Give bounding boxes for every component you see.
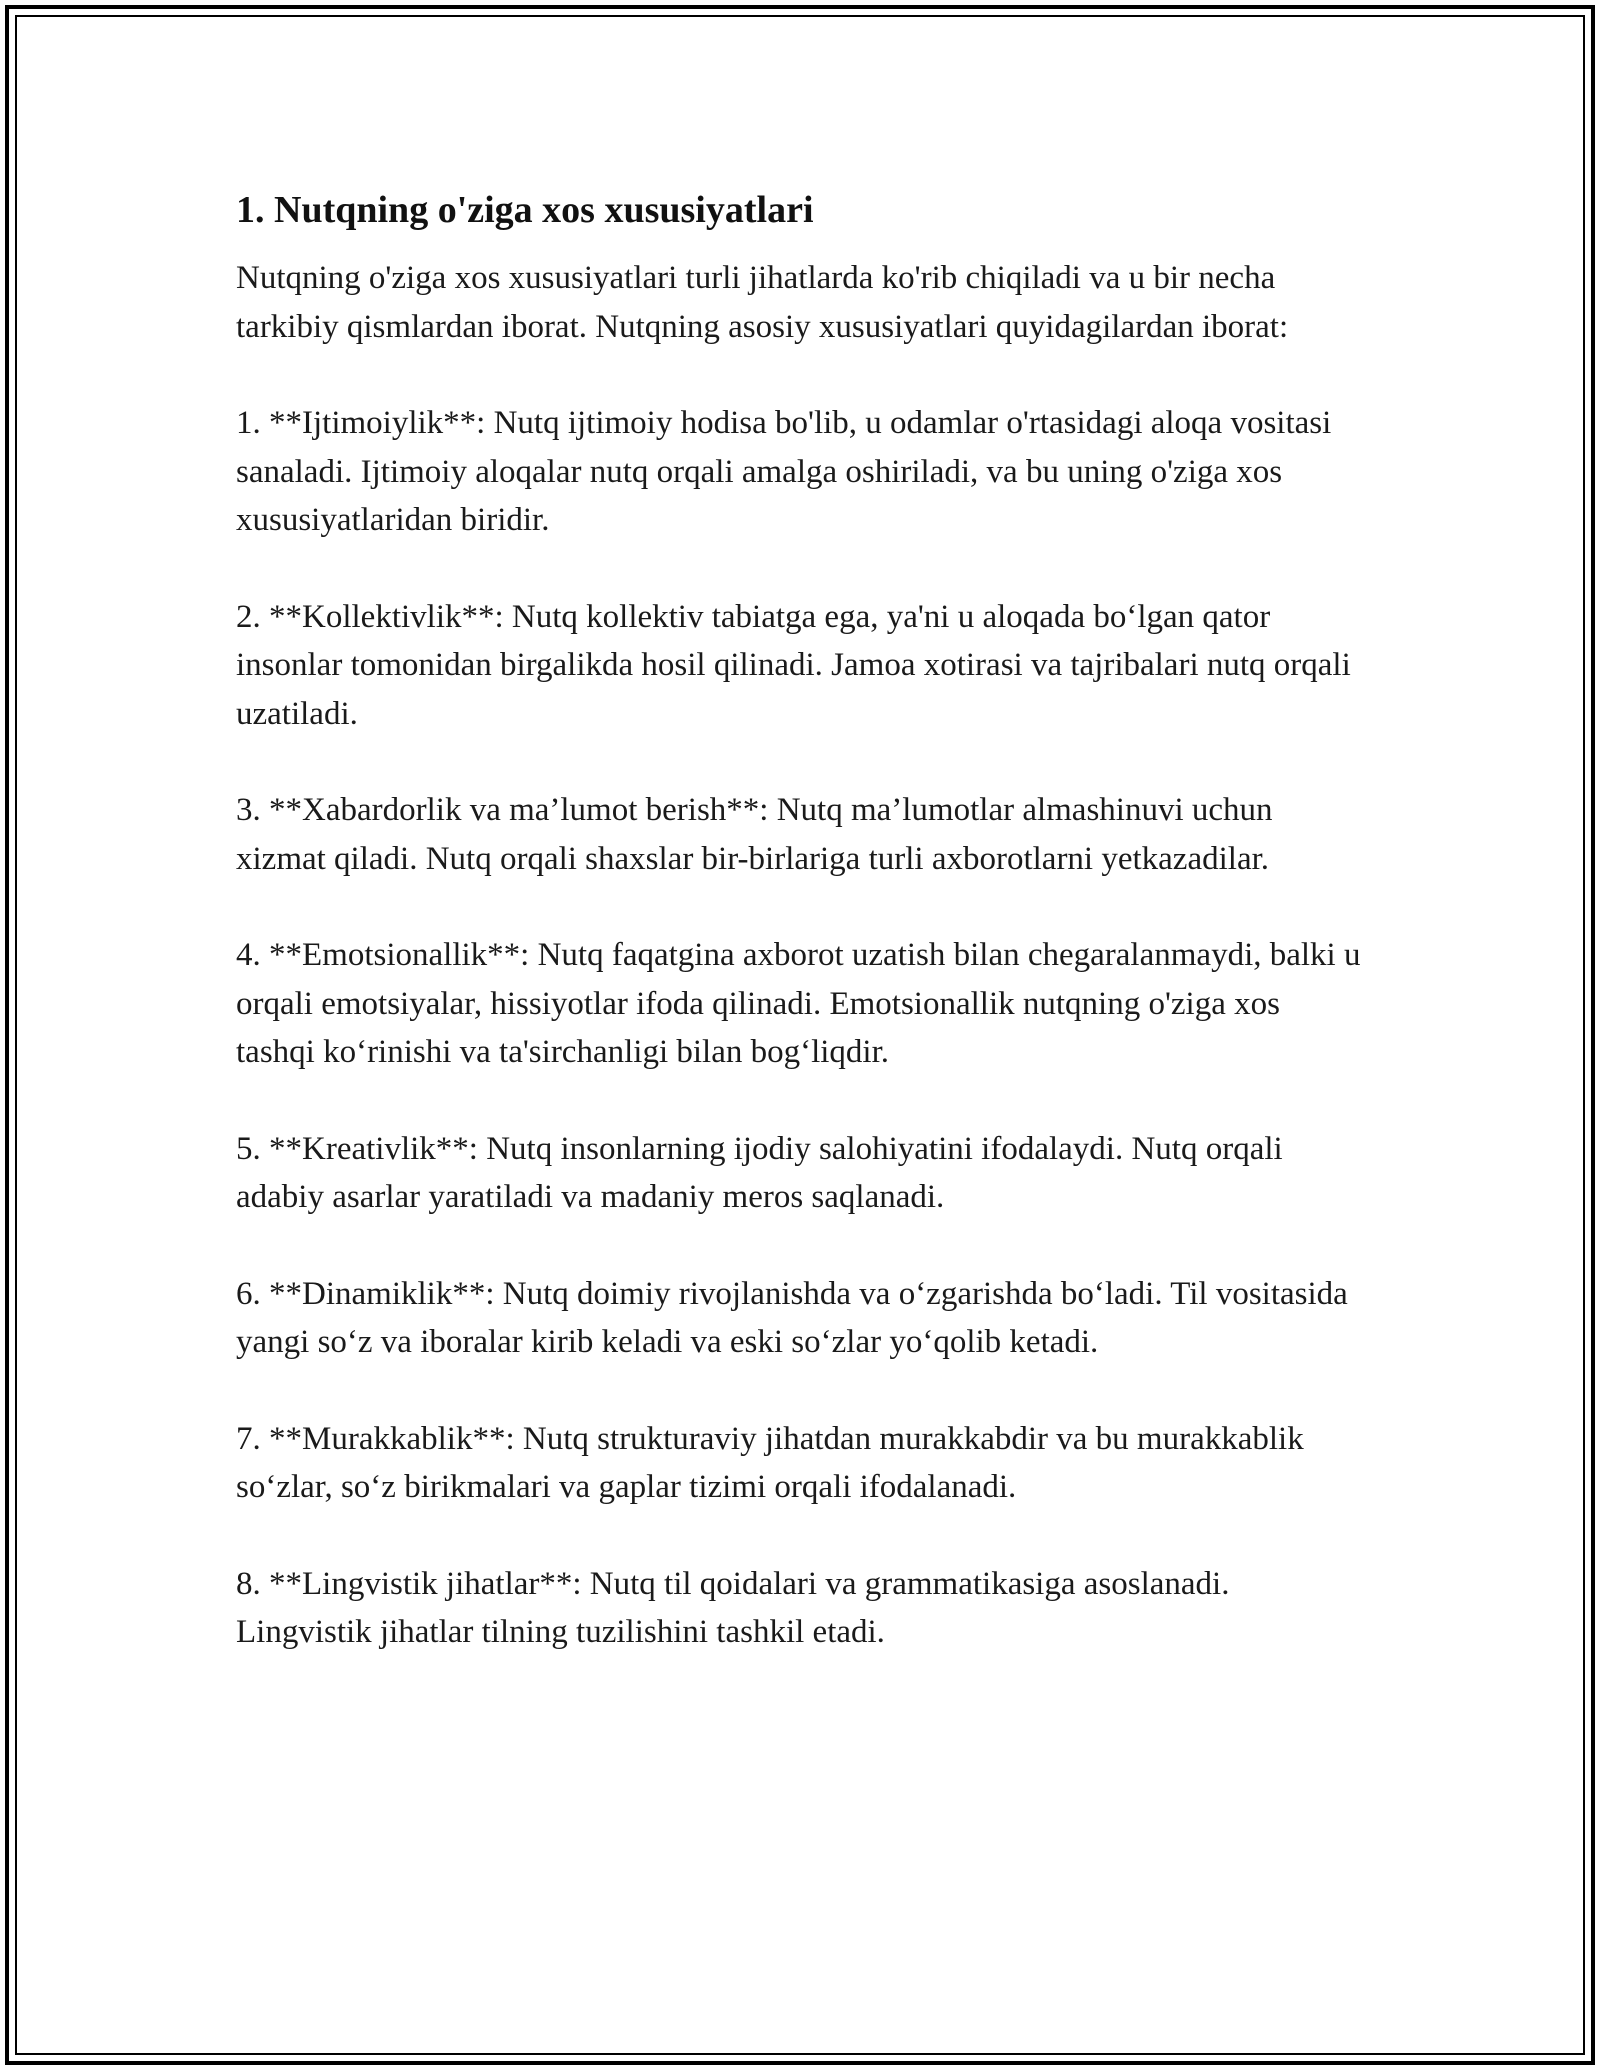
list-item-emotsionallik: 4. **Emotsionallik**: Nutq faqatgina axborot uzatish bilan chegaralanmaydi, balki u orqali emotsiyalar, hissiyotlar ifoda qilinadi. Emotsionallik nutqning o'ziga xos tashqi ko‘rinishi va ta'sirchanligi bilan bog‘liqdir. (236, 937, 1361, 1070)
list-item-ijtimoiylik: 1. **Ijtimoiylik**: Nutq ijtimoiy hodisa bo'lib, u odamlar o'rtasidagi aloqa vositasi sanaladi. Ijtimoiy aloqalar nutq orqali amalga oshiriladi, va bu uning o'ziga xos xususiyatlaridan biridir. (236, 405, 1332, 538)
list-item-kreativlik: 5. **Kreativlik**: Nutq insonlarning ijodiy salohiyatini ifodalaydi. Nutq orqali adabiy asarlar yaratiladi va madaniy meros saqlanadi. (236, 1130, 1283, 1215)
document-body (236, 186, 1366, 1705)
intro-paragraph: Nutqning o'ziga xos xususiyatlari turli jihatlarda ko'rib chiqiladi va u bir necha tarkibiy qismlardan iborat. Nutqning asosiy xususiyatlari quyidagilardan iborat: (236, 260, 1289, 345)
list-item-xabardorlik: 3. **Xabardorlik va ma’lumot berish**: Nutq ma’lumotlar almashinuvi uchun xizmat qiladi. Nutq orqali shaxslar bir-birlariga turli axborotlarni yetkazadilar. (236, 792, 1273, 877)
list-item-lingvistik-jihatlar: 8. **Lingvistik jihatlar**: Nutq til qoidalari va grammatikasiga asoslanadi. Lingvistik jihatlar tilning tuzilishini tashkil etadi. (236, 1565, 1230, 1650)
section-heading: 1. Nutqning o'ziga xos xususiyatlari (236, 189, 814, 231)
list-item-kollektivlik: 2. **Kollektivlik**: Nutq kollektiv tabiatga ega, ya'ni u aloqada bo‘lgan qator insonlar tomonidan birgalikda hosil qilinadi. Jamoa xotirasi va tajribalari nutq orqali uzatiladi. (236, 598, 1351, 732)
list-item-murakkablik: 7. **Murakkablik**: Nutq strukturaviy jihatdan murakkabdir va bu murakkablik so‘zlar, so‘z birikmalari va gaplar tizimi orqali ifodalanadi. (236, 1420, 1304, 1505)
list-item-dinamiklik: 6. **Dinamiklik**: Nutq doimiy rivojlanishda va o‘zgarishda bo‘ladi. Til vositasida yangi so‘z va iboralar kirib keladi va eski so‘zlar yo‘qolib ketadi. (236, 1275, 1348, 1360)
